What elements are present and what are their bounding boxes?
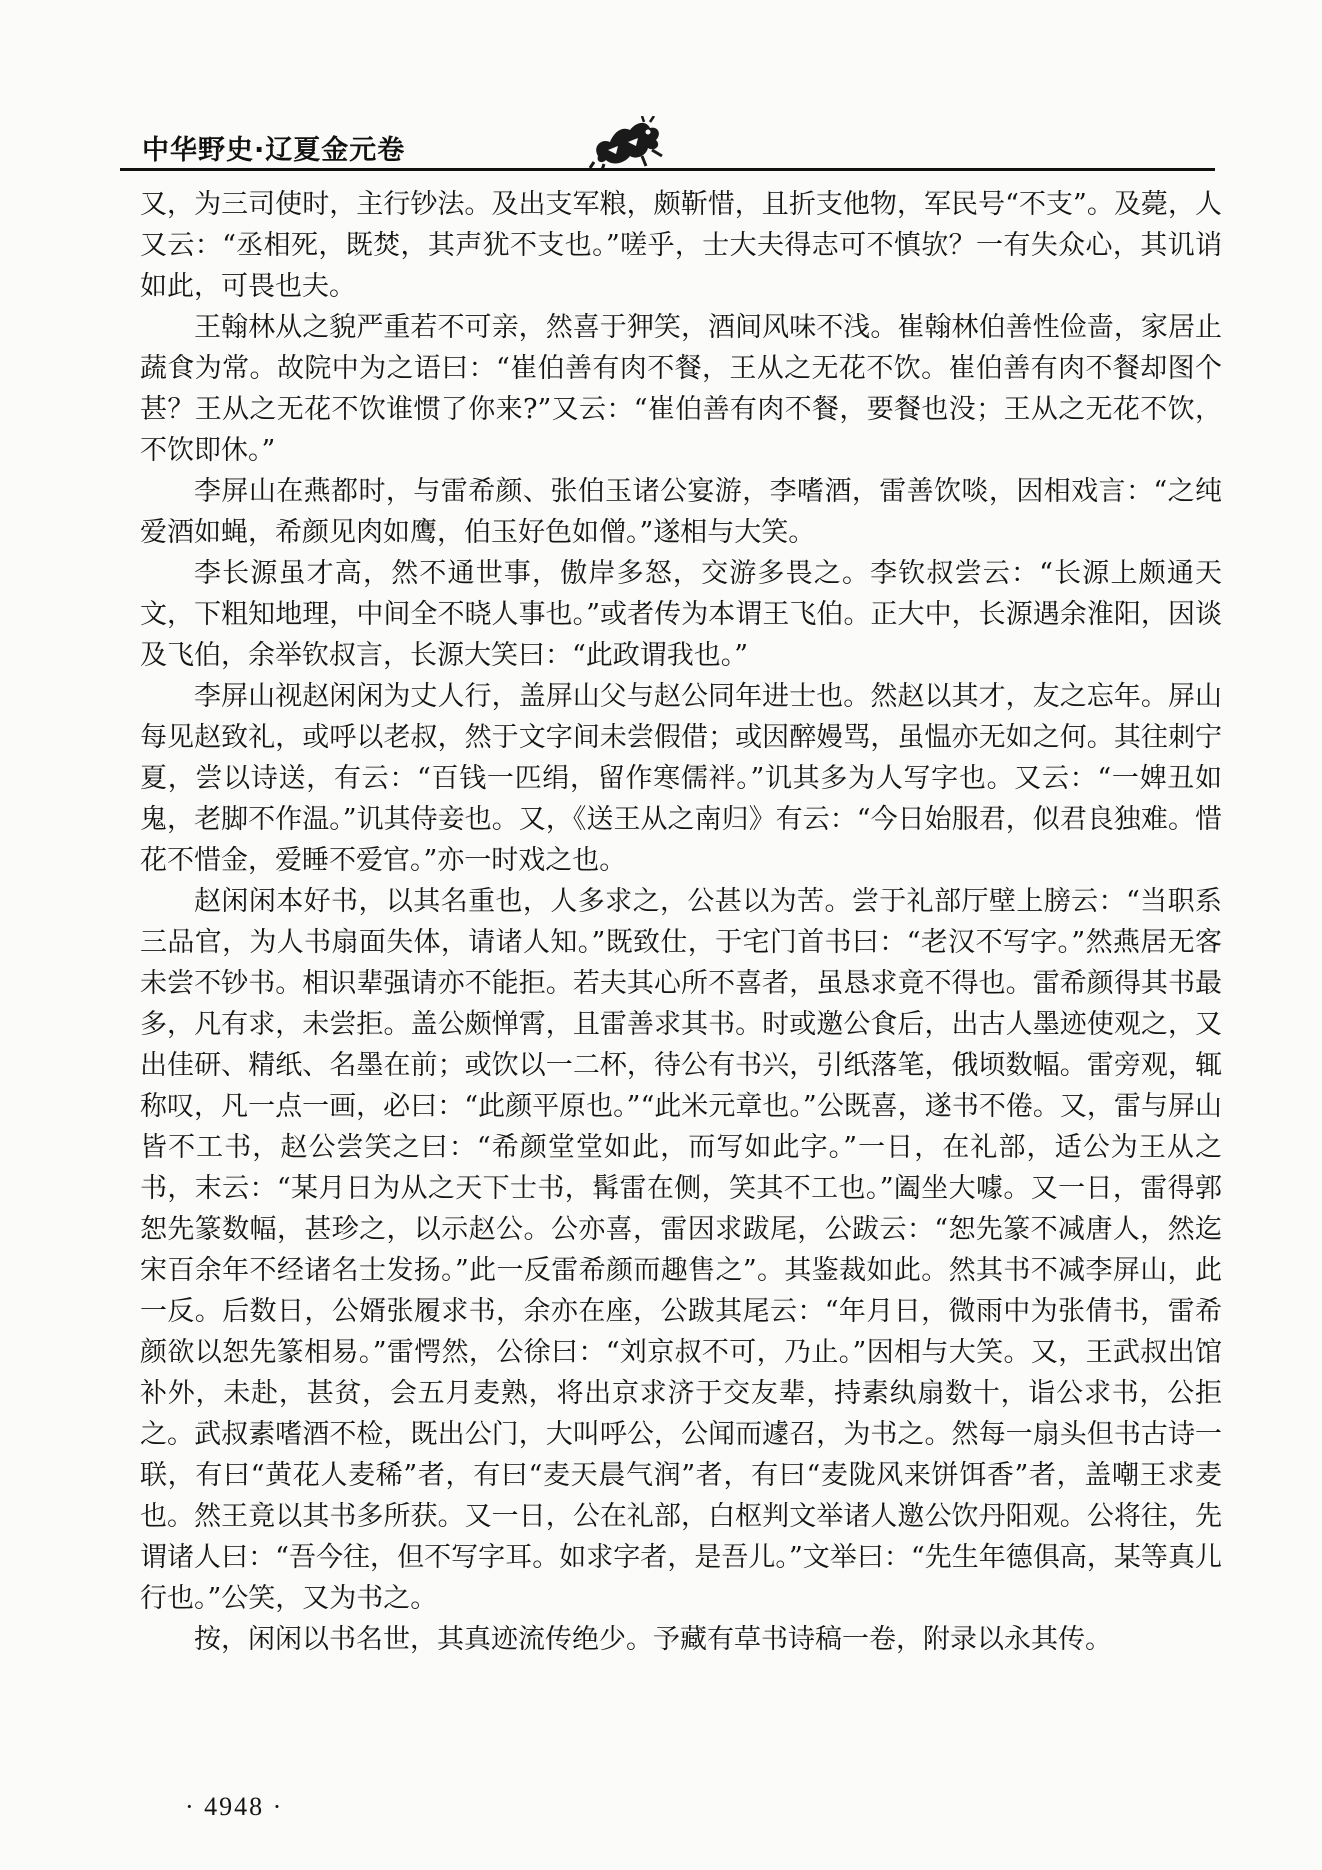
header-rule — [120, 168, 1215, 171]
running-header — [120, 118, 1215, 174]
paragraph: 又，为三司使时，主行钞法。及出支军粮，颇靳惜，且折支他物，军民号“不支”。及薨，人又云：“丞相死，既焚，其声犹不支也。”嗟乎，士大夫得志可不慎欤？一有失众心，其讥诮如此，可畏也夫。 — [140, 189, 1222, 302]
page-number: · 4948 · — [185, 1792, 284, 1821]
paragraph: 李长源虽才高，然不通世事，傲岸多怒，交游多畏之。李钦叔尝云：“长源上颇通天文，下粗知地理，中间全不晓人事也。”或者传为本谓王飞伯。正大中，长源遇余淮阳，因谈及飞伯，余举钦叔言，长源大笑曰：“此政谓我也。” — [140, 558, 1222, 671]
dragon-icon — [588, 116, 666, 170]
paragraph: 李屏山视赵闲闲为丈人行，盖屏山父与赵公同年进士也。然赵以其才，友之忘年。屏山每见赵致礼，或呼以老叔，然于文字间未尝假借；或因醉嫚骂，虽愠亦无如之何。其往刺宁夏，尝以诗送，有云：“百钱一匹绢，留作寒儒袢。”讥其多为人写字也。又云：“一婢丑如鬼，老脚不作温。”讥其侍妾也。又，《送王从之南归》有云：“今日始服君，似君良独难。惜花不惜金，爱睡不爱官。”亦一时戏之也。 — [140, 681, 1222, 876]
paragraph: 按，闲闲以书名世，其真迹流传绝少。予藏有草书诗稿一卷，附录以永其传。 — [194, 1624, 1112, 1655]
paragraph: 李屏山在燕都时，与雷希颜、张伯玉诸公宴游，李嗜酒，雷善饮啖，因相戏言：“之纯爱酒如蝇，希颜见肉如鹰，伯玉好色如僧。”遂相与大笑。 — [140, 476, 1222, 548]
paragraph: 王翰林从之貌严重若不可亲，然喜于狎笑，酒间风味不浅。崔翰林伯善性俭啬，家居止蔬食为常。故院中为之语曰：“崔伯善有肉不餐，王从之无花不饮。崔伯善有肉不餐却图个甚？王从之无花不饮谁惯了你来?”又云：“崔伯善有肉不餐，要餐也没；王从之无花不饮，不饮即休。” — [140, 312, 1222, 466]
paragraph: 赵闲闲本好书，以其名重也，人多求之，公甚以为苦。尝于礼部厅壁上膀云：“当职系三品官，为人书扇面失体，请诸人知。”既致仕，于宅门首书曰：“老汉不写字。”然燕居无客未尝不钞书。相识辈强请亦不能拒。若夫其心所不喜者，虽恳求竟不得也。雷希颜得其书最多，凡有求，未尝拒。盖公颇惮霄，且雷善求其书。时或邀公食后，出古人墨迹使观之，又出佳研、精纸、名墨在前；或饮以一二杯，待公有书兴，引纸落笔，俄顷数幅。雷旁观，辄称叹，凡一点一画，必曰：“此颜平原也。”“此米元章也。”公既喜，遂书不倦。又，雷与屏山皆不工书，赵公尝笑之曰：“希颜堂堂如此，而写如此字。”一日，在礼部，适公为王从之书，末云：“某月日为从之天下士书，髯雷在侧，笑其不工也。”阖坐大噱。又一日，雷得郭恕先篆数幅，甚珍之，以示赵公。公亦喜，雷因求跋尾，公跋云：“恕先篆不减唐人，然迄宋百余年不经诸名士发扬。”此一反雷希颜而趣售之”。其鉴裁如此。然其书不减李屏山，此一反。后数日，公婿张履求书，余亦在座，公跋其尾云：“年月日，微雨中为张倩书，雷希颜欲以恕先篆相易。”雷愕然，公徐曰：“刘京叔不可，乃止。”因相与大笑。又，王武叔出馆补外，未赴，甚贫，会五月麦熟，将出京求济于交友辈，持素纨扇数十，诣公求书，公拒之。武叔素嗜酒不检，既出公门，大叫呼公，公闻而遽召，为书之。然每一扇头但书古诗一联，有曰“黄花人麦稀”者，有曰“麦天晨气润”者，有曰“麦陇风来饼饵香”者，盖嘲王求麦也。然王竟以其书多所获。又一日，公在礼部，白枢判文举诸人邀公饮丹阳观。公将往，先谓诸人曰：“吾今往，但不写字耳。如求字者，是吾儿。”文举曰：“先生年德俱高，某等真儿行也。”公笑，又为书之。 — [140, 886, 1222, 1614]
book-series-title: 中华野史·辽夏金元卷 — [142, 135, 406, 166]
main-text — [140, 184, 1222, 1660]
